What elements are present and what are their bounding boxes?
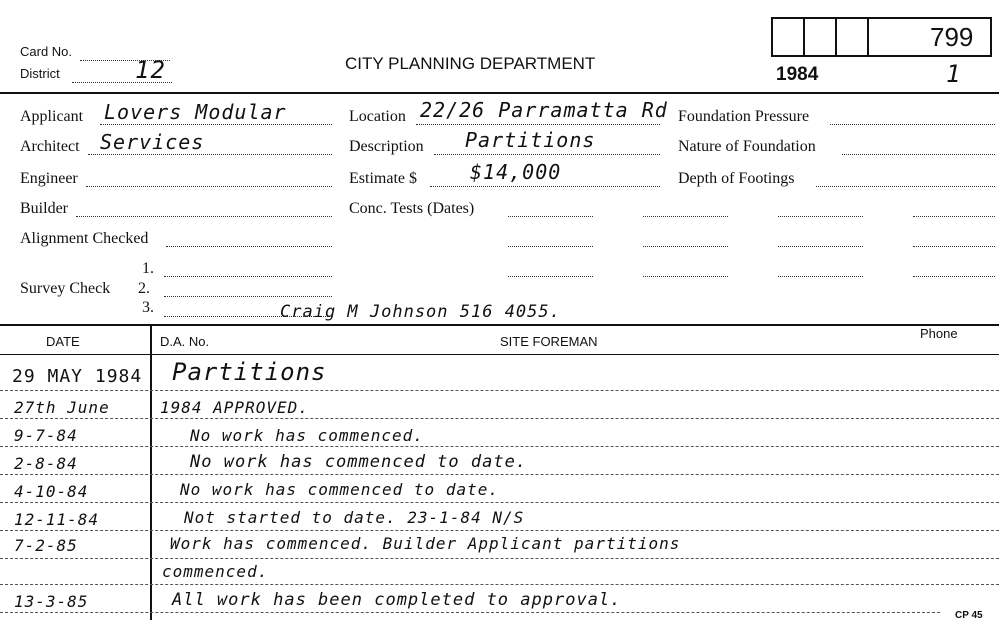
log-date: 2-8-84: [14, 454, 78, 473]
description-value: Partitions: [465, 128, 596, 152]
depth-of-footings-label: Depth of Footings: [678, 170, 795, 187]
survey-3: 3.: [142, 299, 154, 316]
district-value: 12: [135, 56, 166, 84]
log-entry: 1984 APPROVED.: [160, 398, 309, 417]
estimate-value: $14,000: [470, 160, 562, 184]
card-number-box-2: [803, 17, 837, 57]
foreman-note: Craig M Johnson 516 4055.: [280, 302, 561, 322]
log-date: 29 MAY 1984: [12, 366, 143, 387]
log-date: 7-2-85: [14, 536, 78, 555]
card-number-box-1: [771, 17, 805, 57]
site-foreman-column-header: SITE FOREMAN: [500, 334, 598, 349]
location-label: Location: [349, 108, 406, 125]
log-date: 4-10-84: [14, 482, 89, 501]
conc-tests-label: Conc. Tests (Dates): [349, 200, 475, 217]
department-title: CITY PLANNING DEPARTMENT: [345, 54, 596, 73]
engineer-label: Engineer: [20, 170, 78, 187]
form-code: CP 45: [955, 610, 983, 621]
applicant-label: Applicant: [20, 108, 84, 125]
survey-label: Survey Check: [20, 280, 111, 297]
survey-1: 1.: [142, 260, 154, 277]
estimate-label: Estimate $: [349, 170, 417, 187]
card-number: 799: [930, 22, 974, 52]
log-date: 27th June: [14, 398, 110, 417]
year: 1984: [776, 64, 819, 85]
log-date: 9-7-84: [14, 426, 78, 445]
log-entry: Partitions: [172, 358, 327, 386]
date-column-header: DATE: [46, 334, 80, 349]
builder-label: Builder: [20, 200, 68, 217]
architect-label: Architect: [20, 138, 80, 155]
foundation-pressure-label: Foundation Pressure: [678, 108, 810, 125]
description-label: Description: [349, 138, 424, 155]
log-entry: All work has been completed to approval.: [172, 590, 622, 610]
card-number-box-3: [835, 17, 869, 57]
location-value: 22/26 Parramatta Rd: [420, 98, 668, 122]
sheet-number: 1: [946, 60, 962, 88]
log-date: 13-3-85: [14, 592, 89, 611]
alignment-label: Alignment Checked: [20, 230, 149, 247]
survey-2: 2.: [138, 280, 150, 297]
log-entry: No work has commenced.: [190, 426, 424, 445]
log-entry: Not started to date. 23-1-84 N/S: [184, 508, 525, 527]
log-date: 12-11-84: [14, 510, 100, 529]
card-no-label: Card No.: [20, 44, 73, 59]
phone-column-header: Phone: [920, 326, 958, 341]
log-entry: No work has commenced to date.: [190, 452, 528, 472]
da-no-column-header: D.A. No.: [160, 334, 210, 349]
log-entry: commenced.: [162, 562, 269, 581]
nature-of-foundation-label: Nature of Foundation: [678, 138, 816, 155]
date-column-divider: [150, 324, 152, 620]
district-label: District: [20, 66, 60, 81]
architect-value: Services: [100, 130, 205, 154]
log-entry: Work has commenced. Builder Applicant partitions: [170, 534, 681, 553]
log-entry: No work has commenced to date.: [180, 480, 499, 499]
applicant-value: Lovers Modular: [104, 100, 287, 124]
